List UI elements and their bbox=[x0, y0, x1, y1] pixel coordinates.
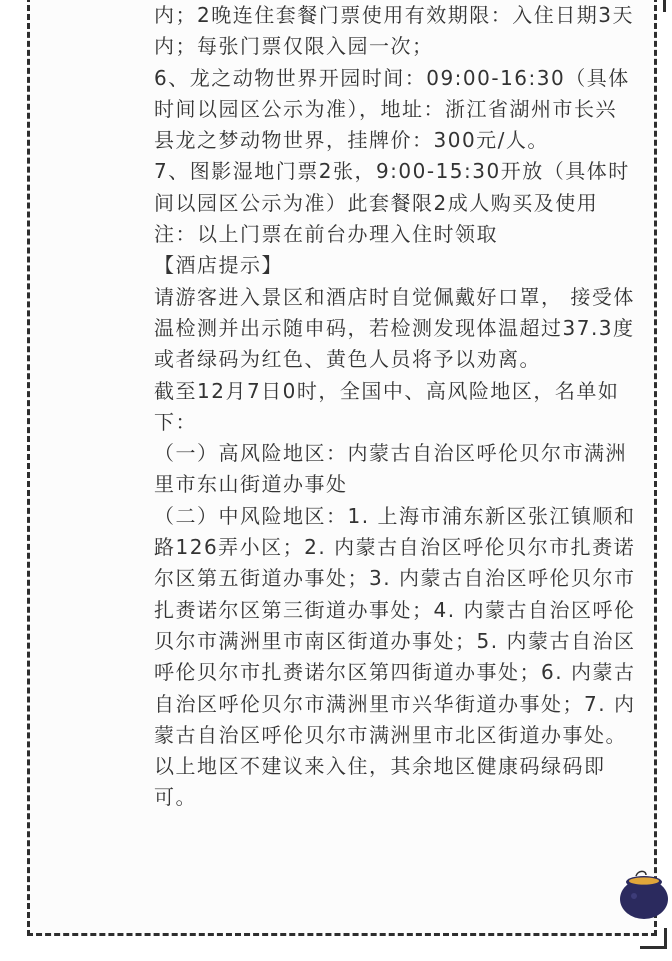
pot-icon bbox=[616, 866, 672, 922]
frame-corner-bottom bbox=[640, 928, 667, 949]
paragraph-mask-policy: 请游客进入景区和酒店时自觉佩戴好口罩， 接受体温检测并出示随申码，若检测发现体温超过37.3度或者绿码为红色、黄色人员将予以劝离。 bbox=[154, 284, 635, 372]
paragraph-zoo-info: 6、龙之动物世界开园时间：09:00-16:30（具体时间以园区公示为准），地址：浙江省湖州市长兴县龙之梦动物世界，挂牌价：300元/人。 bbox=[154, 65, 630, 153]
hotel-tips-heading: 【酒店提示】 bbox=[154, 253, 283, 278]
notice-text bbox=[154, 0, 638, 814]
paragraph-wetland-info: 7、图影湿地门票2张，9:00-15:30开放（具体时间以园区公示为准）此套餐限2成人购买及使用 bbox=[154, 159, 630, 215]
paragraph-ticket-validity: 内；2晚连住套餐门票使用有效期限：入住日期3天内；每张门票仅限入园一次； bbox=[154, 3, 634, 59]
paragraph-risk-list-intro: 截至12月7日0时，全国中、高风险地区，名单如下： bbox=[154, 378, 620, 434]
paragraph-high-risk-areas: （一）高风险地区：内蒙古自治区呼伦贝尔市满洲里市东山街道办事处 bbox=[154, 441, 627, 497]
frame-corner-top bbox=[658, 0, 666, 12]
paragraph-ticket-pickup-note: 注：以上门票在前台办理入住时领取 bbox=[154, 222, 498, 247]
paragraph-medium-risk-areas: （二）中风险地区：1. 上海市浦东新区张江镇顺和路126弄小区；2. 内蒙古自治区呼伦贝尔市扎赉诺尔区第五街道办事处；3. 内蒙古自治区呼伦贝尔市扎赉诺尔区第三街道办事处；4. 内蒙古自治区呼伦贝尔市满洲里市南区街道办事处；5. 内蒙古自治区呼伦贝尔市扎赉诺尔区第四街道办事处；6. 内蒙古自治区呼伦贝尔市满洲里市兴华街道办事处；7. 内蒙古自治区呼伦贝尔市满洲里市北区街道办事处。以上地区不建议来入住，其余地区健康码绿码即可。 bbox=[154, 503, 636, 810]
